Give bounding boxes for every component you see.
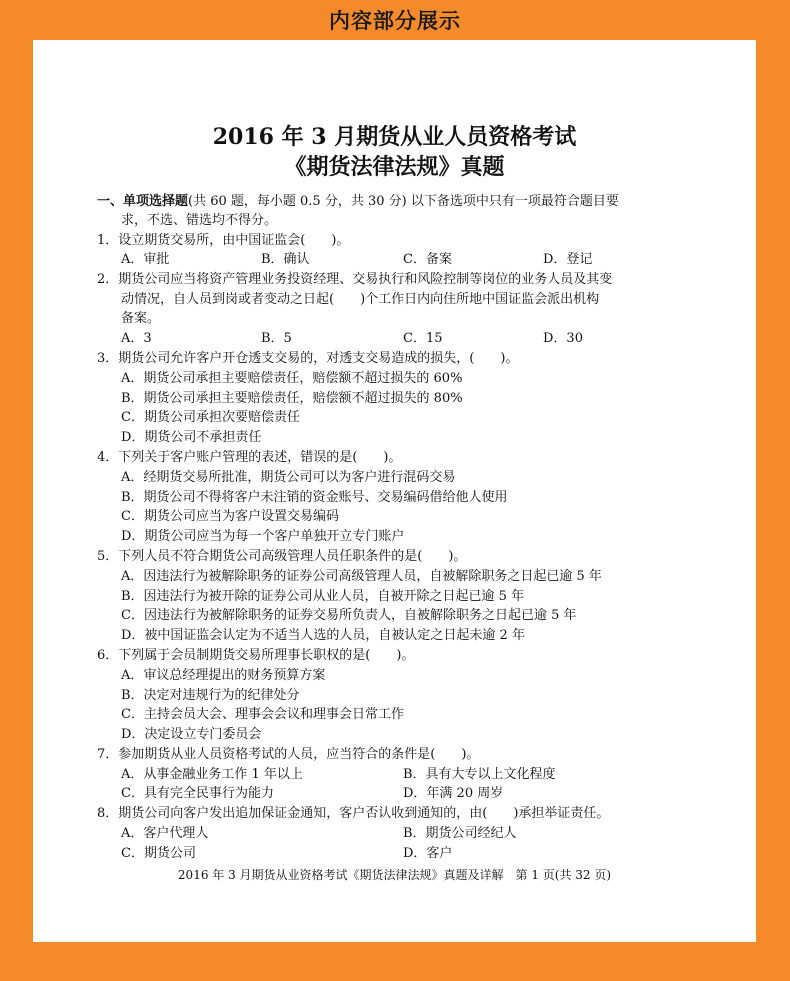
- q7-option-b: B．具有大专以上文化程度: [403, 767, 556, 782]
- question-4: 4．下列关于客户账户管理的表述，错误的是( )。: [97, 450, 402, 465]
- q8-option-a: A．客户代理人: [121, 826, 209, 841]
- q3-option-d: D．期货公司不承担责任: [121, 430, 262, 445]
- q7-option-d: D．年满 20 周岁: [403, 786, 504, 801]
- q3-option-c: C．期货公司承担次要赔偿责任: [121, 410, 300, 425]
- section-desc: (共 60 题，每小题 0.5 分，共 30 分) 以下备选项中只有一项最符合题目要: [188, 194, 619, 209]
- q1-option-a: A．审批: [121, 252, 170, 267]
- q7-option-c: C．具有完全民事行为能力: [121, 786, 274, 801]
- q8-option-d: D．客户: [403, 846, 453, 861]
- q6-option-c: C．主持会员大会、理事会会议和理事会日常工作: [121, 707, 404, 722]
- q5-option-a: A．因违法行为被解除职务的证券公司高级管理人员，自被解除职务之日起已逾 5 年: [121, 569, 602, 584]
- q1-option-c: C．备案: [403, 252, 452, 267]
- q6-option-a: A．审议总经理提出的财务预算方案: [121, 668, 326, 683]
- q5-option-c: C．因违法行为被解除职务的证券交易所负责人，自被解除职务之日起已逾 5 年: [121, 608, 577, 623]
- doc-title-line2: 《期货法律法规》真题: [284, 154, 505, 180]
- q2-option-a: A．3: [121, 331, 152, 346]
- question-3: 3．期货公司允许客户开仓透支交易的，对透支交易造成的损失，( )。: [97, 351, 519, 366]
- question-1: 1．设立期货交易所，由中国证监会( )。: [97, 233, 350, 248]
- document-page: [33, 40, 756, 942]
- question-2-cont-2: 备案。: [121, 311, 161, 326]
- q4-option-d: D．期货公司应当为每一个客户单独开立专门账户: [121, 529, 405, 544]
- q1-option-d: D．登记: [543, 252, 593, 267]
- q4-option-c: C．期货公司应当为客户设置交易编码: [121, 509, 339, 524]
- doc-title-line1: 2016 年 3 月期货从业人员资格考试: [212, 124, 577, 150]
- q8-option-b: B．期货公司经纪人: [403, 826, 517, 841]
- question-8: 8．期货公司向客户发出追加保证金通知，客户否认收到通知的，由( )承担举证责任。: [97, 806, 610, 821]
- q5-option-b: B．因违法行为被开除的证券公司从业人员，自被开除之日起已逾 5 年: [121, 589, 525, 604]
- question-2: 2．期货公司应当将资产管理业务投资经理、交易执行和风险控制等岗位的业务人员及其变: [97, 272, 613, 287]
- q4-option-a: A．经期货交易所批准，期货公司可以为客户进行混码交易: [121, 470, 456, 485]
- q2-option-c: C．15: [403, 331, 443, 346]
- question-6: 6．下列属于会员制期货交易所理事长职权的是( )。: [97, 648, 415, 663]
- q5-option-d: D．被中国证监会认定为不适当人选的人员，自被认定之日起未逾 2 年: [121, 628, 525, 643]
- q6-option-d: D．决定设立专门委员会: [121, 727, 262, 742]
- q3-option-a: A．期货公司承担主要赔偿责任，赔偿额不超过损失的 60%: [121, 371, 463, 386]
- question-5: 5．下列人员不符合期货公司高级管理人员任职条件的是( )。: [97, 549, 467, 564]
- q4-option-b: B．期货公司不得将客户未注销的资金账号、交易编码借给他人使用: [121, 490, 508, 505]
- section-desc-cont: 求，不选、错选均不得分。: [121, 213, 278, 228]
- q6-option-b: B．决定对违规行为的纪律处分: [121, 688, 300, 703]
- banner-title: 内容部分展示: [329, 9, 461, 33]
- q8-option-c: C．期货公司: [121, 846, 196, 861]
- question-7: 7．参加期货从业人员资格考试的人员，应当符合的条件是( )。: [97, 747, 480, 762]
- q3-option-b: B．期货公司承担主要赔偿责任，赔偿额不超过损失的 80%: [121, 391, 463, 406]
- q2-option-b: B．5: [261, 331, 292, 346]
- page-footer: 2016 年 3 月期货从业资格考试《期货法律法规》真题及详解 第 1 页(共 32 页): [177, 868, 612, 882]
- q7-option-a: A．从事金融业务工作 1 年以上: [121, 767, 303, 782]
- section-heading: [97, 193, 619, 211]
- section-label: 一、单项选择题: [97, 194, 189, 209]
- question-2-cont-1: 动情况，自人员到岗或者变动之日起( )个工作日内向住所地中国证监会派出机构: [121, 292, 600, 307]
- q1-option-b: B．确认: [261, 252, 310, 267]
- q2-option-d: D．30: [543, 331, 583, 346]
